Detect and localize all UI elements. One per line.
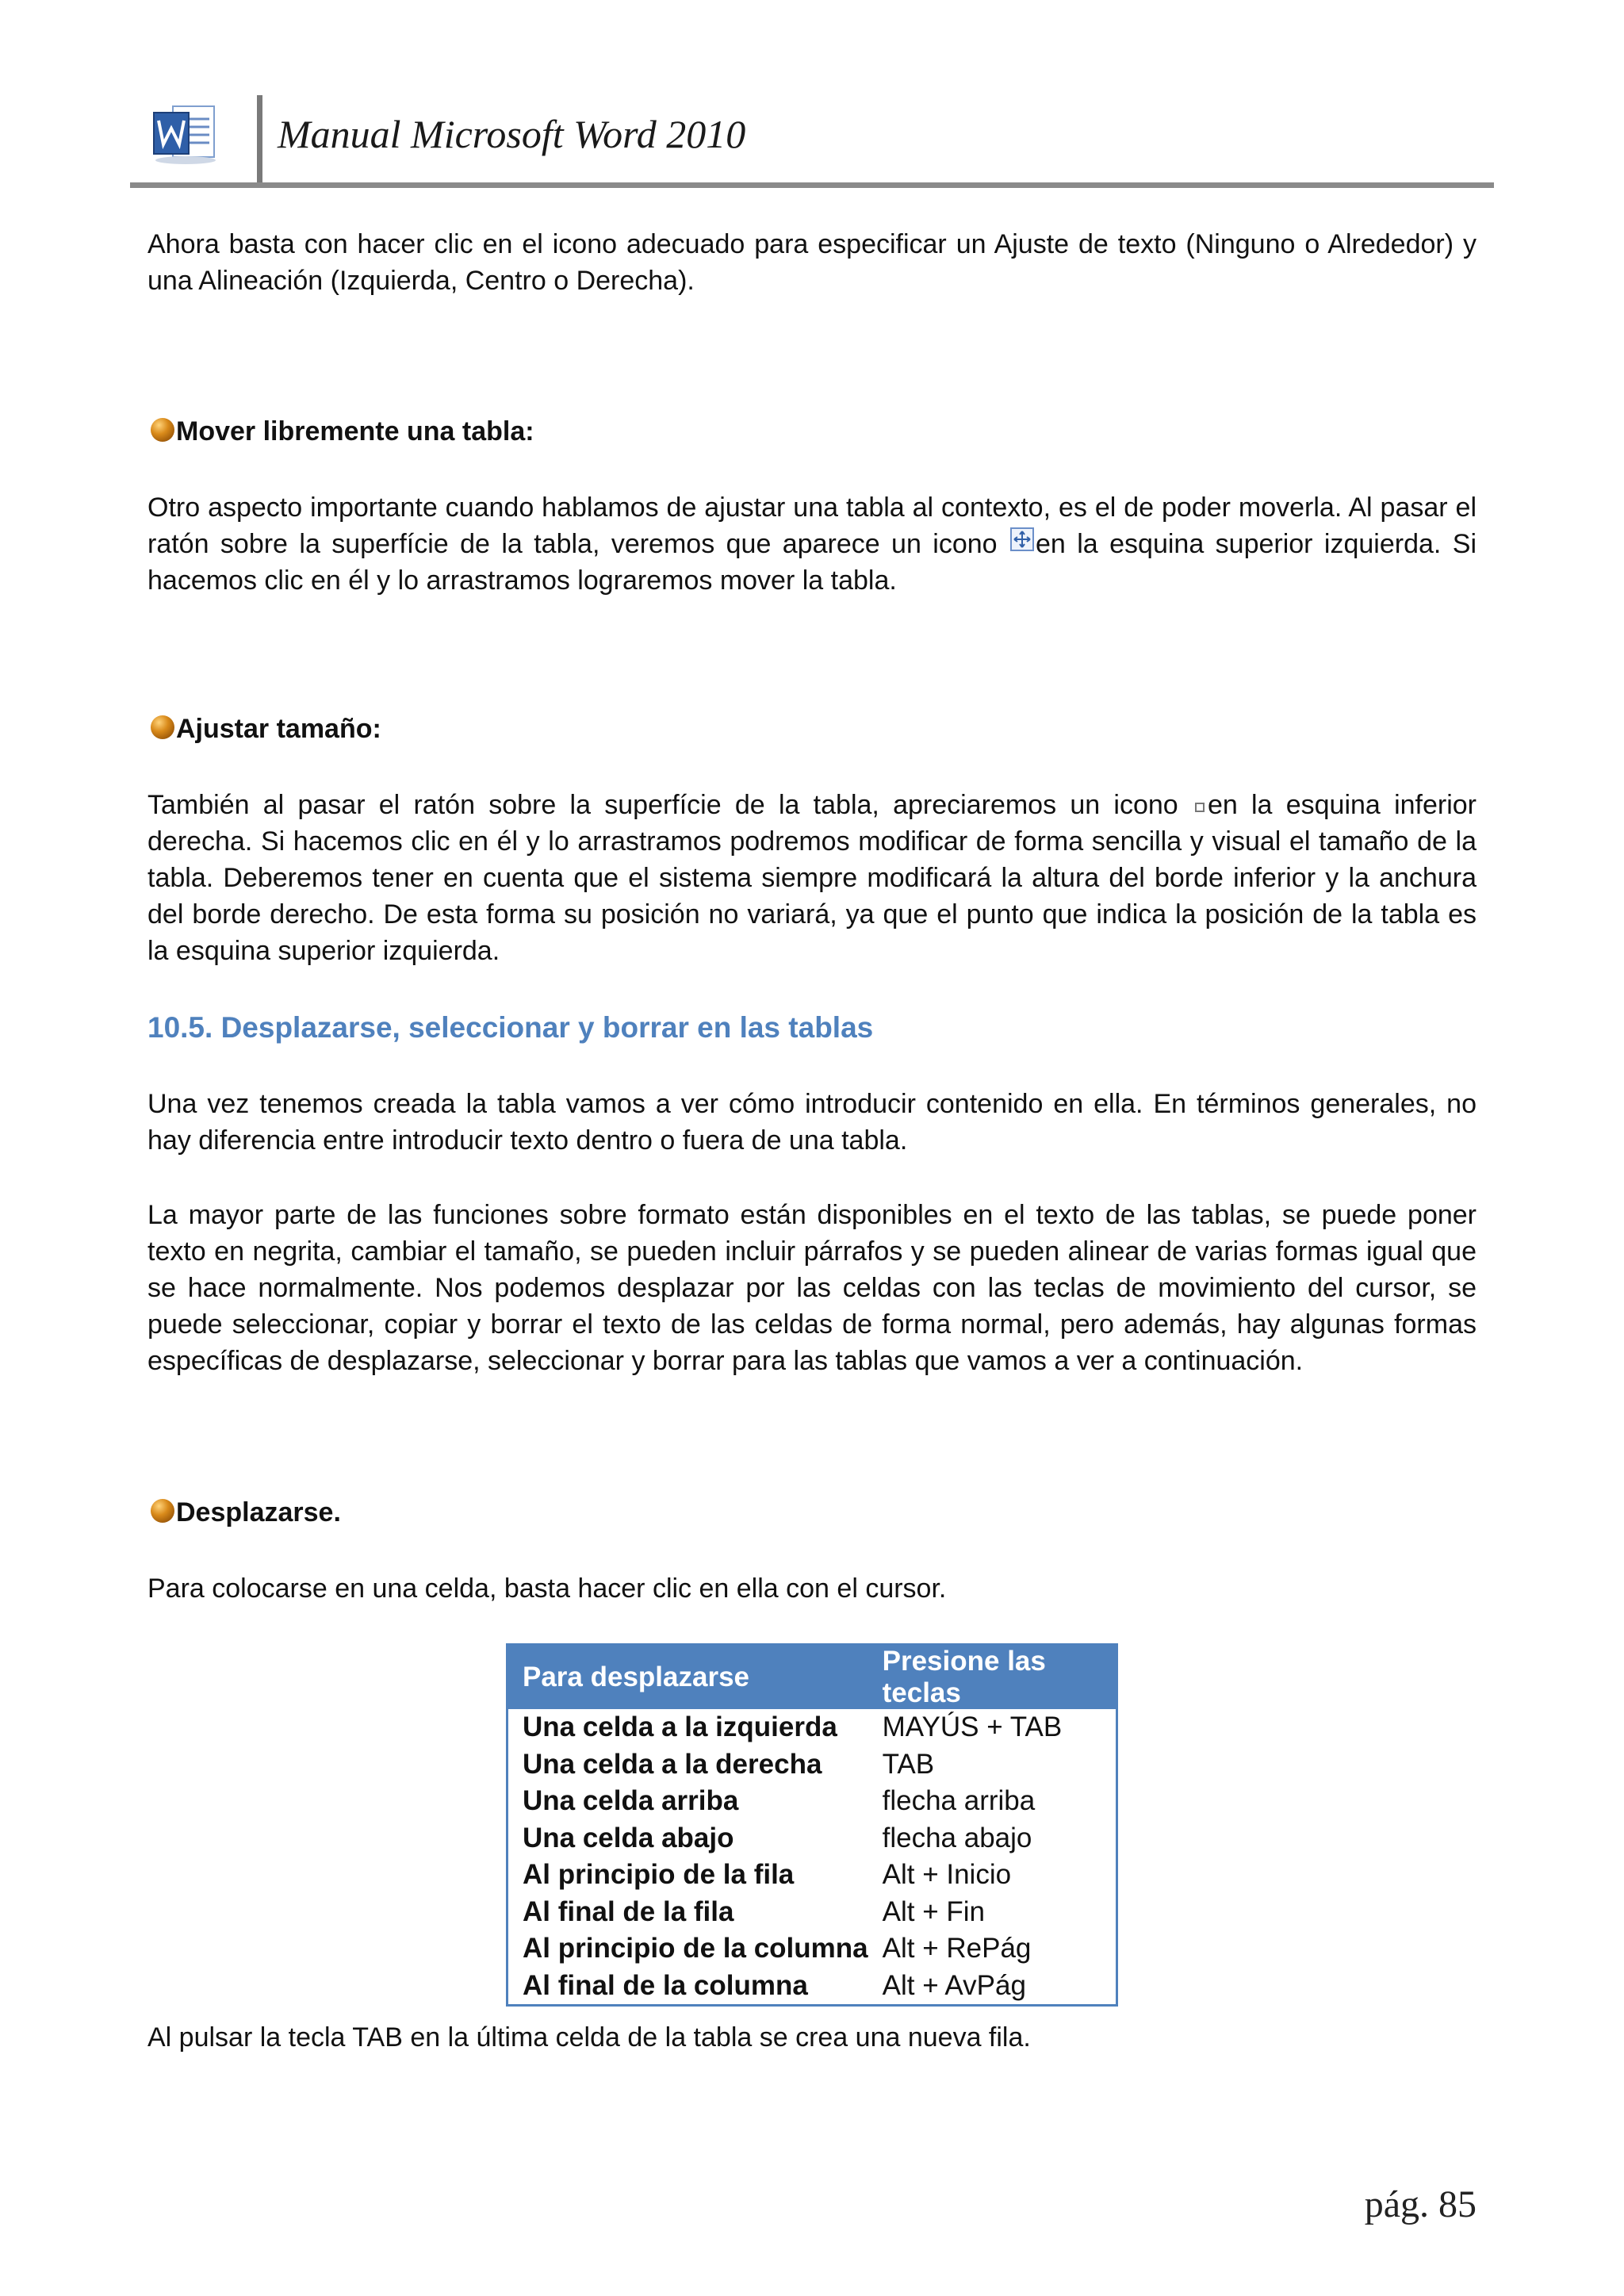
table-row (508, 1746, 1117, 1784)
table-cell-keys: Alt + RePág (882, 1933, 1032, 1964)
paragraph-tab: Al pulsar la tecla TAB en la última celda de la tabla se crea una nueva fila. (147, 2022, 1031, 2053)
table-cell-keys: flecha arriba (882, 1785, 1036, 1817)
table-cell-action: Una celda a la izquierda (523, 1711, 837, 1743)
paragraph-intro: Una vez tenemos creada la tabla vamos a ver cómo introducir contenido en ella. En términos generales, no hay diferencia entre introducir texto dentro o fuera de una tabla. (147, 1089, 1477, 1156)
table-row (508, 1968, 1117, 2006)
paragraph-colocarse: Para colocarse en una celda, basta hacer clic en ella con el cursor. (147, 1573, 947, 1604)
table-cell-action: Al principio de la columna (523, 1933, 868, 1964)
table-cell-action: Al final de la fila (523, 1895, 734, 1927)
table-cell-keys: TAB (882, 1748, 935, 1780)
table-cell-action: Una celda abajo (523, 1822, 734, 1853)
header-horizontal-rule (130, 182, 1494, 188)
navigation-keys-table (506, 1643, 1118, 2007)
table-row (508, 1930, 1117, 1968)
move-table-icon (1010, 527, 1034, 551)
table-cell-keys: Alt + Inicio (882, 1859, 1012, 1891)
paragraph-mover-part1: Otro aspecto importante cuando hablamos de ajustar una tabla al contexto, es el de poder moverla. Al pasar el ratón sobre la superfície de la tabla, veremos que aparece un icono (147, 493, 1477, 559)
heading-ajustar-label: Ajustar tamaño: (176, 714, 381, 744)
header-vertical-rule (257, 95, 262, 186)
paragraph-format: La mayor parte de las funciones sobre formato están disponibles en el texto de las tablas, se puede poner texto en negrita, cambiar el tamaño, se pueden incluir párrafos y se pueden alinear de varias formas igual que se hace normalmente. Nos podemos desplazar por las celdas con las teclas de movimiento del cursor, se puede seleccionar, copiar y borrar el texto de las celdas de forma normal, pero además, hay algunas formas específicas de desplazarse, seleccionar y borrar para las tablas que vamos a ver a continuación. (147, 1200, 1477, 1376)
paragraph-ajustar-part2: en la esquina inferior derecha. Si hacemos clic en él y lo arrastramos podremos modificar de forma sencilla y visual el tamaño de la tabla. Deberemos tener en cuenta que el sistema siempre modificará la altura del borde inferior y la anchura del borde derecho. De esta forma su posición no variará, ya que el punto que indica la posición de la tabla es la esquina superior izquierda. (147, 790, 1477, 966)
table-cell-action: Una celda a la derecha (523, 1748, 822, 1780)
word-logo-icon (149, 103, 220, 167)
heading-ajustar (147, 711, 381, 747)
heading-mover-label: Mover libremente una tabla: (176, 416, 534, 447)
paragraph-ajustar-part1: También al pasar el ratón sobre la superfície de la tabla, apreciaremos un icono (147, 790, 1192, 820)
table-row (508, 1709, 1117, 1746)
table-header-cell: Presione las teclas (868, 1645, 1117, 1710)
page-number: pág. 85 (1364, 2183, 1477, 2225)
table-header-row (508, 1645, 1117, 1710)
table-row (508, 1857, 1117, 1894)
paragraph-ajustar (147, 787, 1477, 969)
table-row (508, 1783, 1117, 1820)
bullet-icon (151, 715, 174, 739)
table-cell-keys: MAYÚS + TAB (882, 1711, 1063, 1743)
table-cell-action: Al final de la columna (523, 1969, 808, 2001)
page-header (130, 94, 1494, 187)
table-header-cell: Para desplazarse (508, 1645, 868, 1710)
resize-table-icon (1195, 803, 1205, 812)
paragraph-mover (147, 489, 1477, 599)
heading-desplazarse-label: Desplazarse. (176, 1497, 341, 1527)
table-cell-keys: flecha abajo (882, 1822, 1032, 1853)
heading-desplazarse (147, 1494, 341, 1531)
table-row (508, 1820, 1117, 1857)
table-cell-keys: Alt + Fin (882, 1895, 985, 1927)
table-cell-action: Al principio de la fila (523, 1859, 795, 1891)
section-heading: 10.5. Desplazarse, seleccionar y borrar en las tablas (147, 1011, 874, 1044)
table-row (508, 1894, 1117, 1931)
paragraph-ajuste: Ahora basta con hacer clic en el icono adecuado para especificar un Ajuste de texto (Ninguno o Alrededor) y una Alineación (Izquierda, Centro o Derecha). (147, 229, 1477, 296)
heading-mover (147, 413, 534, 450)
bullet-icon (151, 418, 174, 442)
table-cell-keys: Alt + AvPág (882, 1969, 1026, 2001)
bullet-icon (151, 1499, 174, 1523)
table-cell-action: Una celda arriba (523, 1785, 739, 1817)
paragraph-mover-part2: en la esquina superior izquierda. Si hacemos clic en él y lo arrastramos lograremos mover la tabla. (147, 529, 1477, 596)
header-title: Manual Microsoft Word 2010 (278, 112, 746, 156)
